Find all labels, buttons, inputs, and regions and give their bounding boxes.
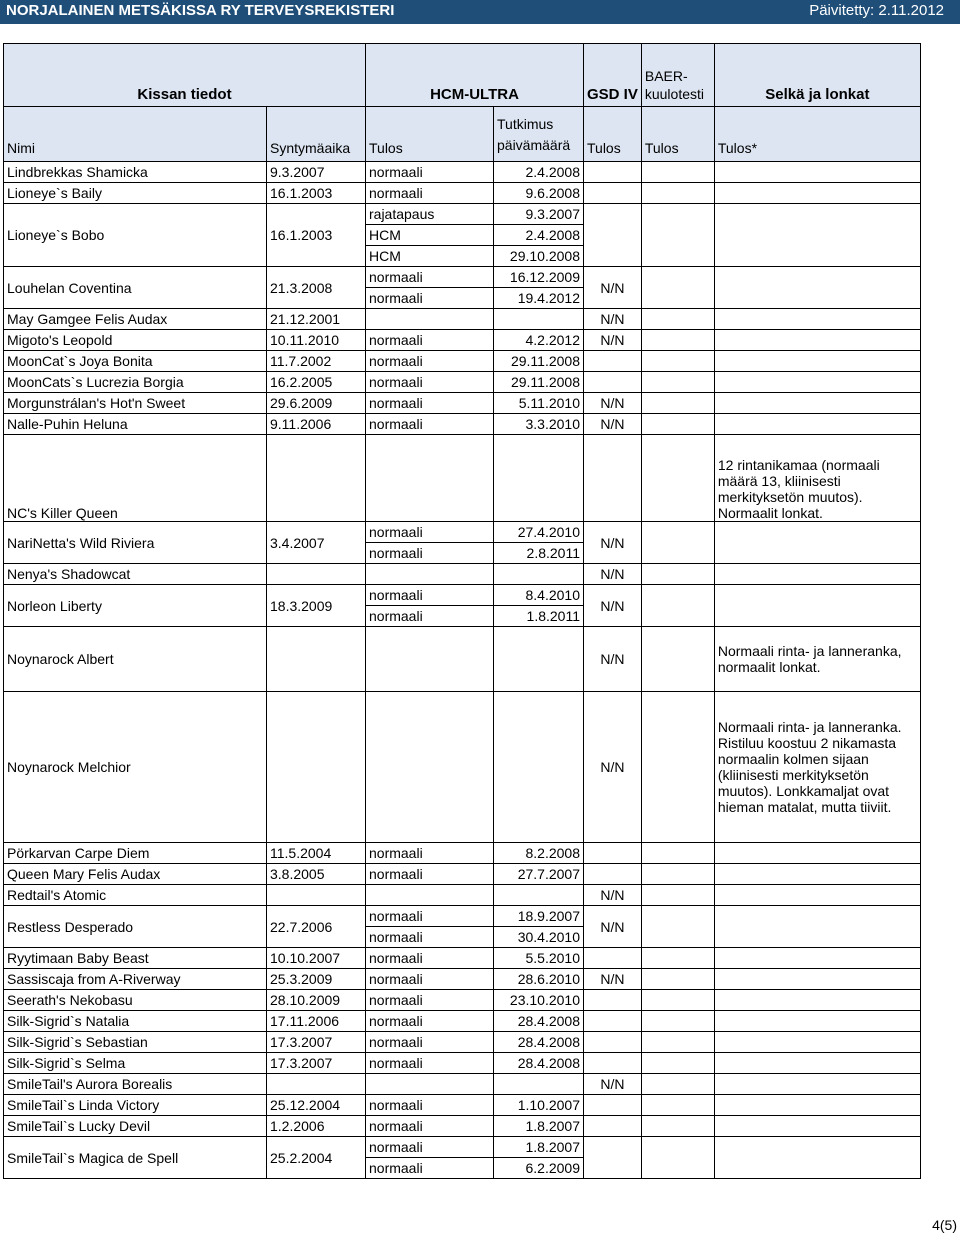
hcm-date: 29.10.2008 bbox=[494, 246, 584, 267]
group-selka-ja-lonkat: Selkä ja lonkat bbox=[714, 44, 920, 107]
table-row bbox=[4, 372, 921, 393]
table-row bbox=[4, 351, 921, 372]
cat-name: MoonCat`s Joya Bonita bbox=[4, 351, 267, 372]
baer-result bbox=[641, 1011, 714, 1032]
gsd-result: N/N bbox=[584, 1074, 642, 1095]
selka-result bbox=[714, 585, 920, 627]
table-row bbox=[4, 393, 921, 414]
hcm-result: normaali bbox=[366, 585, 494, 606]
selka-result bbox=[714, 330, 920, 351]
table-row bbox=[4, 414, 921, 435]
hcm-result: normaali bbox=[366, 948, 494, 969]
hcm-date: 6.2.2009 bbox=[494, 1158, 584, 1179]
hcm-result bbox=[366, 1074, 494, 1095]
table-row bbox=[4, 990, 921, 1011]
hcm-result: rajatapaus bbox=[366, 204, 494, 225]
table-row bbox=[4, 330, 921, 351]
cat-name: SmileTail`s Lucky Devil bbox=[4, 1116, 267, 1137]
hcm-date: 29.11.2008 bbox=[494, 372, 584, 393]
hcm-result: normaali bbox=[366, 843, 494, 864]
baer-result bbox=[641, 414, 714, 435]
group-kissan-tiedot: Kissan tiedot bbox=[4, 44, 366, 107]
hcm-result: normaali bbox=[366, 1011, 494, 1032]
hcm-date: 8.4.2010 bbox=[494, 585, 584, 606]
birth-date bbox=[267, 692, 366, 843]
cat-name: Nalle-Puhin Heluna bbox=[4, 414, 267, 435]
hcm-result: normaali bbox=[366, 1158, 494, 1179]
table-row bbox=[4, 564, 921, 585]
hcm-result: normaali bbox=[366, 372, 494, 393]
hcm-date: 28.4.2008 bbox=[494, 1032, 584, 1053]
cat-name: Queen Mary Felis Audax bbox=[4, 864, 267, 885]
hcm-date: 5.5.2010 bbox=[494, 948, 584, 969]
baer-result bbox=[641, 627, 714, 692]
cat-name: NC's Killer Queen bbox=[4, 435, 267, 522]
cat-name: Silk-Sigrid`s Sebastian bbox=[4, 1032, 267, 1053]
baer-result bbox=[641, 1137, 714, 1179]
table-row bbox=[4, 843, 921, 864]
gsd-result bbox=[584, 990, 642, 1011]
hcm-result bbox=[366, 627, 494, 692]
selka-result bbox=[714, 990, 920, 1011]
birth-date: 25.12.2004 bbox=[267, 1095, 366, 1116]
table-row bbox=[4, 435, 921, 522]
gsd-result bbox=[584, 162, 642, 183]
birth-date: 21.12.2001 bbox=[267, 309, 366, 330]
gsd-result bbox=[584, 1032, 642, 1053]
birth-date: 11.5.2004 bbox=[267, 843, 366, 864]
hcm-result: normaali bbox=[366, 1032, 494, 1053]
baer-result bbox=[641, 692, 714, 843]
selka-result bbox=[714, 948, 920, 969]
hcm-date bbox=[494, 1074, 584, 1095]
selka-result bbox=[714, 414, 920, 435]
baer-result bbox=[641, 1074, 714, 1095]
table-row bbox=[4, 692, 921, 843]
birth-date: 16.2.2005 bbox=[267, 372, 366, 393]
birth-date: 21.3.2008 bbox=[267, 267, 366, 309]
baer-result bbox=[641, 522, 714, 564]
cat-name: NariNetta's Wild Riviera bbox=[4, 522, 267, 564]
table-row bbox=[4, 969, 921, 990]
cat-name: SmileTail`s Linda Victory bbox=[4, 1095, 267, 1116]
group-hcm-ultra: HCM-ULTRA bbox=[366, 44, 584, 107]
selka-result: 12 rintanikamaa (normaali määrä 13, kliinisesti merkityksetön muutos). Normaalit lonkat. bbox=[714, 435, 920, 522]
selka-result bbox=[714, 372, 920, 393]
selka-result bbox=[714, 393, 920, 414]
gsd-result bbox=[584, 435, 642, 522]
gsd-result bbox=[584, 1116, 642, 1137]
birth-date: 22.7.2006 bbox=[267, 906, 366, 948]
selka-result bbox=[714, 1074, 920, 1095]
birth-date: 16.1.2003 bbox=[267, 183, 366, 204]
hcm-date: 28.4.2008 bbox=[494, 1011, 584, 1032]
hcm-result: normaali bbox=[366, 1095, 494, 1116]
selka-result: Normaali rinta- ja lanneranka. Ristiluu koostuu 2 nikamasta normaalin kolmen sijaan (kliinisesti merkityksetön muutos). Lonkkamaljat ovat hieman matalat, mutta tiiviit. bbox=[714, 692, 920, 843]
gsd-result: N/N bbox=[584, 585, 642, 627]
birth-date: 28.10.2009 bbox=[267, 990, 366, 1011]
hcm-result: normaali bbox=[366, 927, 494, 948]
table-row bbox=[4, 948, 921, 969]
hcm-result: normaali bbox=[366, 351, 494, 372]
selka-result bbox=[714, 969, 920, 990]
cat-name: MoonCats`s Lucrezia Borgia bbox=[4, 372, 267, 393]
selka-result bbox=[714, 864, 920, 885]
selka-result bbox=[714, 1116, 920, 1137]
birth-date bbox=[267, 885, 366, 906]
cat-name: Silk-Sigrid`s Selma bbox=[4, 1053, 267, 1074]
baer-result bbox=[641, 351, 714, 372]
table-row bbox=[4, 267, 921, 288]
selka-result bbox=[714, 843, 920, 864]
selka-result bbox=[714, 1137, 920, 1179]
birth-date bbox=[267, 435, 366, 522]
cat-name: Morgunstrálan's Hot'n Sweet bbox=[4, 393, 267, 414]
table-row bbox=[4, 1053, 921, 1074]
hcm-date: 4.2.2012 bbox=[494, 330, 584, 351]
hcm-date: 9.6.2008 bbox=[494, 183, 584, 204]
hcm-date: 1.8.2007 bbox=[494, 1137, 584, 1158]
hcm-date: 27.4.2010 bbox=[494, 522, 584, 543]
column-header-row bbox=[4, 107, 921, 162]
birth-date: 17.3.2007 bbox=[267, 1032, 366, 1053]
hcm-result: normaali bbox=[366, 393, 494, 414]
selka-result: Normaali rinta- ja lanneranka, normaalit lonkat. bbox=[714, 627, 920, 692]
group-header-row bbox=[4, 44, 921, 107]
gsd-result bbox=[584, 948, 642, 969]
selka-result bbox=[714, 183, 920, 204]
table-row bbox=[4, 627, 921, 692]
selka-result bbox=[714, 351, 920, 372]
title-bar bbox=[0, 0, 960, 24]
baer-result bbox=[641, 906, 714, 948]
cat-name: May Gamgee Felis Audax bbox=[4, 309, 267, 330]
baer-result bbox=[641, 204, 714, 267]
table-row bbox=[4, 906, 921, 927]
hcm-date: 5.11.2010 bbox=[494, 393, 584, 414]
birth-date: 29.6.2009 bbox=[267, 393, 366, 414]
birth-date: 17.3.2007 bbox=[267, 1053, 366, 1074]
table-row bbox=[4, 309, 921, 330]
hcm-date: 2.8.2011 bbox=[494, 543, 584, 564]
baer-result bbox=[641, 372, 714, 393]
birth-date: 18.3.2009 bbox=[267, 585, 366, 627]
hcm-date: 8.2.2008 bbox=[494, 843, 584, 864]
col-tutkimus-paivamaara: Tutkimus päivämäärä bbox=[494, 107, 584, 162]
gsd-result bbox=[584, 351, 642, 372]
cat-name: Norleon Liberty bbox=[4, 585, 267, 627]
gsd-result: N/N bbox=[584, 627, 642, 692]
hcm-result: normaali bbox=[366, 1116, 494, 1137]
hcm-result: normaali bbox=[366, 267, 494, 288]
table-row bbox=[4, 1116, 921, 1137]
hcm-date: 18.9.2007 bbox=[494, 906, 584, 927]
gsd-result bbox=[584, 1011, 642, 1032]
hcm-result bbox=[366, 692, 494, 843]
hcm-result: HCM bbox=[366, 246, 494, 267]
col-syntymaaika: Syntymäaika bbox=[267, 107, 366, 162]
hcm-result: normaali bbox=[366, 864, 494, 885]
table-row bbox=[4, 162, 921, 183]
hcm-result: normaali bbox=[366, 990, 494, 1011]
gsd-result bbox=[584, 843, 642, 864]
gsd-result: N/N bbox=[584, 414, 642, 435]
cat-name: Lioneye`s Bobo bbox=[4, 204, 267, 267]
birth-date: 16.1.2003 bbox=[267, 204, 366, 267]
cat-name: SmileTail`s Magica de Spell bbox=[4, 1137, 267, 1179]
hcm-result: normaali bbox=[366, 543, 494, 564]
gsd-result: N/N bbox=[584, 522, 642, 564]
baer-result bbox=[641, 969, 714, 990]
cat-name: Noynarock Albert bbox=[4, 627, 267, 692]
baer-result bbox=[641, 1095, 714, 1116]
hcm-result: normaali bbox=[366, 969, 494, 990]
hcm-result: normaali bbox=[366, 906, 494, 927]
col-gsd-tulos: Tulos bbox=[584, 107, 642, 162]
gsd-result: N/N bbox=[584, 969, 642, 990]
gsd-result: N/N bbox=[584, 267, 642, 309]
col-selka-tulos: Tulos* bbox=[714, 107, 920, 162]
hcm-date: 1.8.2011 bbox=[494, 606, 584, 627]
baer-result bbox=[641, 162, 714, 183]
hcm-date bbox=[494, 435, 584, 522]
table-row bbox=[4, 885, 921, 906]
baer-result bbox=[641, 393, 714, 414]
selka-result bbox=[714, 309, 920, 330]
birth-date: 11.7.2002 bbox=[267, 351, 366, 372]
cat-name: Pörkarvan Carpe Diem bbox=[4, 843, 267, 864]
hcm-result bbox=[366, 885, 494, 906]
table-row bbox=[4, 1137, 921, 1158]
hcm-result: normaali bbox=[366, 414, 494, 435]
gsd-result bbox=[584, 372, 642, 393]
hcm-date: 29.11.2008 bbox=[494, 351, 584, 372]
baer-result bbox=[641, 564, 714, 585]
birth-date: 3.4.2007 bbox=[267, 522, 366, 564]
updated-date: Päivitetty: 2.11.2012 bbox=[809, 2, 944, 19]
selka-result bbox=[714, 267, 920, 309]
hcm-date: 28.4.2008 bbox=[494, 1053, 584, 1074]
baer-result bbox=[641, 864, 714, 885]
gsd-result: N/N bbox=[584, 564, 642, 585]
selka-result bbox=[714, 1053, 920, 1074]
hcm-result: normaali bbox=[366, 522, 494, 543]
document-title: NORJALAINEN METSÄKISSA RY TERVEYSREKISTERI bbox=[6, 2, 395, 19]
hcm-result: HCM bbox=[366, 225, 494, 246]
cat-name: Silk-Sigrid`s Natalia bbox=[4, 1011, 267, 1032]
hcm-date bbox=[494, 309, 584, 330]
baer-result bbox=[641, 1053, 714, 1074]
hcm-date: 1.10.2007 bbox=[494, 1095, 584, 1116]
hcm-date: 2.4.2008 bbox=[494, 225, 584, 246]
hcm-date: 3.3.2010 bbox=[494, 414, 584, 435]
hcm-date: 30.4.2010 bbox=[494, 927, 584, 948]
baer-result bbox=[641, 309, 714, 330]
col-nimi: Nimi bbox=[4, 107, 267, 162]
baer-result bbox=[641, 990, 714, 1011]
selka-result bbox=[714, 906, 920, 948]
hcm-result: normaali bbox=[366, 1053, 494, 1074]
cat-name: Ryytimaan Baby Beast bbox=[4, 948, 267, 969]
birth-date: 1.2.2006 bbox=[267, 1116, 366, 1137]
birth-date: 10.11.2010 bbox=[267, 330, 366, 351]
gsd-result: N/N bbox=[584, 330, 642, 351]
selka-result bbox=[714, 522, 920, 564]
baer-result bbox=[641, 843, 714, 864]
hcm-result bbox=[366, 564, 494, 585]
hcm-result: normaali bbox=[366, 330, 494, 351]
register-rows bbox=[4, 162, 921, 1179]
gsd-result bbox=[584, 204, 642, 267]
table-row bbox=[4, 204, 921, 225]
hcm-date: 16.12.2009 bbox=[494, 267, 584, 288]
table-row bbox=[4, 1074, 921, 1095]
birth-date: 17.11.2006 bbox=[267, 1011, 366, 1032]
gsd-result: N/N bbox=[584, 692, 642, 843]
cat-name: Restless Desperado bbox=[4, 906, 267, 948]
birth-date: 10.10.2007 bbox=[267, 948, 366, 969]
gsd-result bbox=[584, 183, 642, 204]
hcm-result: normaali bbox=[366, 288, 494, 309]
hcm-result: normaali bbox=[366, 606, 494, 627]
baer-result bbox=[641, 885, 714, 906]
birth-date: 9.11.2006 bbox=[267, 414, 366, 435]
hcm-date: 28.6.2010 bbox=[494, 969, 584, 990]
page-number: 4(5) bbox=[932, 1217, 957, 1233]
cat-name: Migoto's Leopold bbox=[4, 330, 267, 351]
baer-result bbox=[641, 183, 714, 204]
selka-result bbox=[714, 1032, 920, 1053]
cat-name: Noynarock Melchior bbox=[4, 692, 267, 843]
selka-result bbox=[714, 885, 920, 906]
gsd-result bbox=[584, 1137, 642, 1179]
cat-name: Louhelan Coventina bbox=[4, 267, 267, 309]
table-row bbox=[4, 1011, 921, 1032]
baer-result bbox=[641, 267, 714, 309]
birth-date: 25.3.2009 bbox=[267, 969, 366, 990]
cat-name: Lioneye`s Baily bbox=[4, 183, 267, 204]
cat-name: Redtail's Atomic bbox=[4, 885, 267, 906]
gsd-result: N/N bbox=[584, 906, 642, 948]
gsd-result: N/N bbox=[584, 309, 642, 330]
table-row bbox=[4, 864, 921, 885]
cat-name: Seerath's Nekobasu bbox=[4, 990, 267, 1011]
gsd-result: N/N bbox=[584, 393, 642, 414]
gsd-result bbox=[584, 1053, 642, 1074]
birth-date bbox=[267, 627, 366, 692]
baer-result bbox=[641, 330, 714, 351]
hcm-date bbox=[494, 692, 584, 843]
selka-result bbox=[714, 204, 920, 267]
group-baer: BAER- kuulotesti bbox=[641, 44, 714, 107]
gsd-result bbox=[584, 1095, 642, 1116]
gsd-result bbox=[584, 864, 642, 885]
selka-result bbox=[714, 1095, 920, 1116]
table-row bbox=[4, 1032, 921, 1053]
baer-result bbox=[641, 948, 714, 969]
cat-name: Sassiscaja from A-Riverway bbox=[4, 969, 267, 990]
hcm-date: 23.10.2010 bbox=[494, 990, 584, 1011]
birth-date bbox=[267, 1074, 366, 1095]
selka-result bbox=[714, 162, 920, 183]
hcm-date: 27.7.2007 bbox=[494, 864, 584, 885]
hcm-result bbox=[366, 309, 494, 330]
cat-name: SmileTail's Aurora Borealis bbox=[4, 1074, 267, 1095]
baer-result bbox=[641, 1032, 714, 1053]
hcm-date: 1.8.2007 bbox=[494, 1116, 584, 1137]
table-row bbox=[4, 183, 921, 204]
col-hcm-tulos: Tulos bbox=[366, 107, 494, 162]
birth-date: 9.3.2007 bbox=[267, 162, 366, 183]
hcm-date: 19.4.2012 bbox=[494, 288, 584, 309]
birth-date: 25.2.2004 bbox=[267, 1137, 366, 1179]
birth-date: 3.8.2005 bbox=[267, 864, 366, 885]
table-row bbox=[4, 585, 921, 606]
selka-result bbox=[714, 1011, 920, 1032]
hcm-result: normaali bbox=[366, 1137, 494, 1158]
table-row bbox=[4, 522, 921, 543]
hcm-date: 2.4.2008 bbox=[494, 162, 584, 183]
table-row bbox=[4, 1095, 921, 1116]
hcm-result bbox=[366, 435, 494, 522]
birth-date bbox=[267, 564, 366, 585]
hcm-date bbox=[494, 564, 584, 585]
col-baer-tulos: Tulos bbox=[641, 107, 714, 162]
hcm-result: normaali bbox=[366, 162, 494, 183]
selka-result bbox=[714, 564, 920, 585]
baer-result bbox=[641, 435, 714, 522]
hcm-date bbox=[494, 627, 584, 692]
cat-name: Lindbrekkas Shamicka bbox=[4, 162, 267, 183]
health-register-table bbox=[3, 43, 921, 1179]
baer-result bbox=[641, 1116, 714, 1137]
baer-result bbox=[641, 585, 714, 627]
gsd-result: N/N bbox=[584, 885, 642, 906]
hcm-result: normaali bbox=[366, 183, 494, 204]
hcm-date bbox=[494, 885, 584, 906]
group-gsd-iv: GSD IV bbox=[584, 44, 642, 107]
hcm-date: 9.3.2007 bbox=[494, 204, 584, 225]
cat-name: Nenya's Shadowcat bbox=[4, 564, 267, 585]
